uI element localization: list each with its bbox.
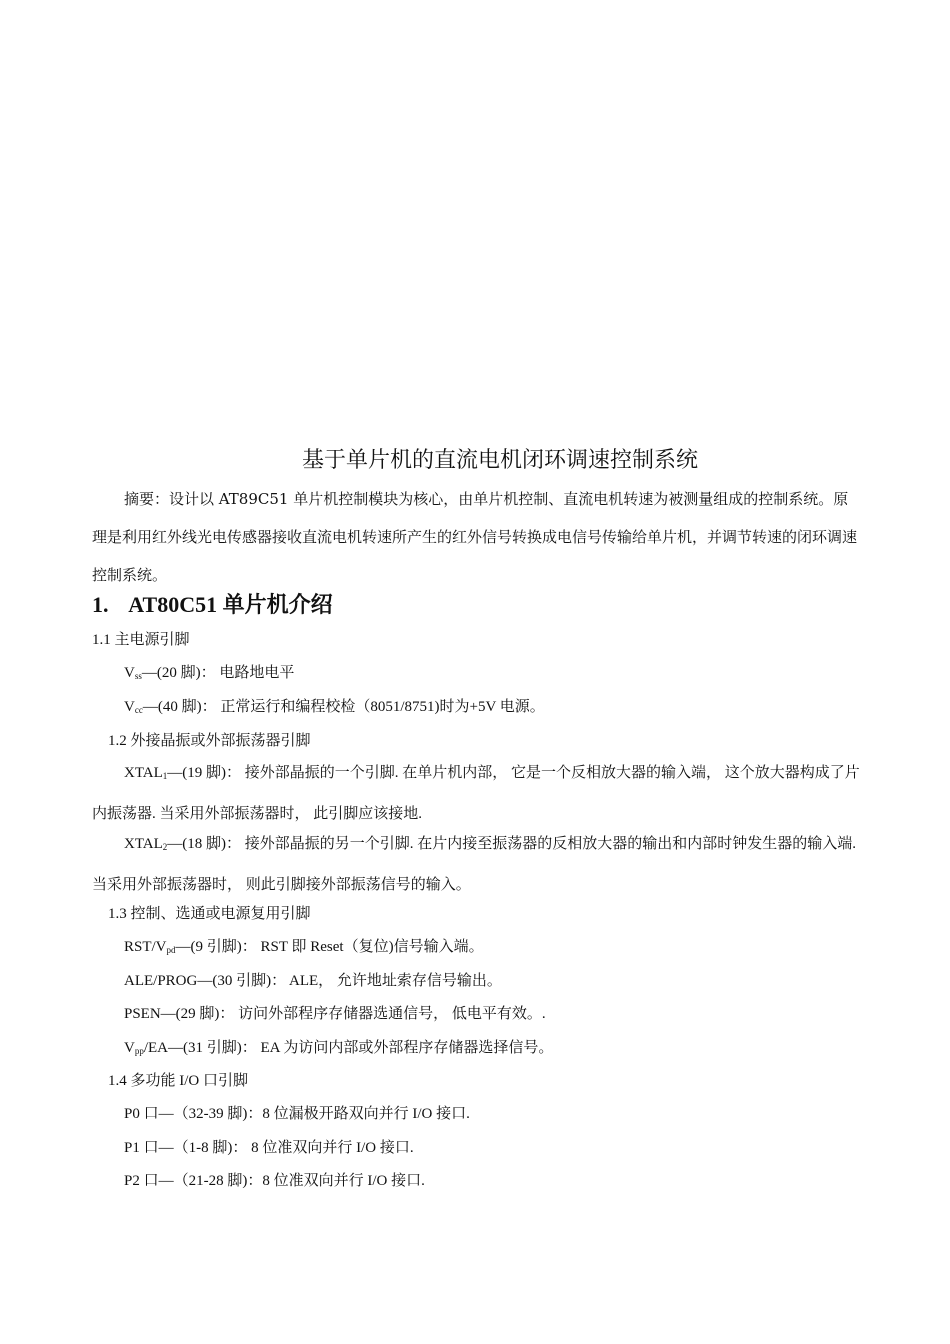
subsection-heading-1-2: 1.2 外接晶振或外部振荡器引脚 <box>108 733 311 749</box>
vpp-subscript: pp <box>134 1046 144 1056</box>
rst-description: —(9 引脚)： RST 即 Reset（复位)信号输入端。 <box>175 939 484 955</box>
vcc-description: —(40 脚)： 正常运行和编程校检（8051/8751)时为+5V 电源。 <box>142 699 545 715</box>
p2-port-line: P2 口—（21-28 脚)：8 位准双向并行 I/O 接口. <box>124 1173 425 1189</box>
vss-description: —(20 脚)： 电路地电平 <box>141 665 295 681</box>
rst-symbol: RST/V <box>124 939 167 955</box>
rst-pin-line <box>124 937 484 960</box>
vss-symbol: V <box>124 665 135 681</box>
xtal2-subscript: 2 <box>162 842 168 852</box>
section-number: 1. <box>92 592 109 617</box>
vpp-symbol: V <box>124 1040 135 1056</box>
vpp-description: /EA—(31 引脚)： EA 为访问内部或外部程序存储器选择信号。 <box>143 1040 554 1056</box>
xtal2-paragraph <box>92 825 862 904</box>
xtal1-description: —(19 脚)： 接外部晶振的一个引脚. 在单片机内部， 它是一个反相放大器的输入端， 这个放大器构成了片内振荡器. 当采用外部振荡器时， 此引脚应该接地. <box>92 765 860 822</box>
vcc-pin-line <box>124 697 545 720</box>
subsection-heading-1-4: 1.4 多功能 I/O 口引脚 <box>108 1073 248 1089</box>
p0-port-line: P0 口—（32-39 脚)：8 位漏极开路双向并行 I/O 接口. <box>124 1106 470 1122</box>
vss-subscript: ss <box>134 671 142 681</box>
section-heading-1 <box>92 588 333 619</box>
document-title: 基于单片机的直流电机闭环调速控制系统 <box>301 448 698 473</box>
xtal1-paragraph <box>92 754 862 833</box>
xtal1-symbol: XTAL <box>124 765 163 781</box>
section-title: AT80C51 单片机介绍 <box>128 592 333 617</box>
vcc-symbol: V <box>124 699 135 715</box>
ale-pin-line: ALE/PROG—(30 引脚)： ALE， 允许地址索存信号输出。 <box>124 973 502 989</box>
p1-port-line: P1 口—（1-8 脚)： 8 位准双向并行 I/O 接口. <box>124 1140 414 1156</box>
rst-subscript: pd <box>166 945 176 955</box>
xtal1-subscript: 1 <box>162 771 168 781</box>
xtal2-description: —(18 脚)： 接外部晶振的另一个引脚. 在片内接至振荡器的反相放大器的输出和内部时钟发生器的输入端. 当采用外部振荡器时， 则此引脚接外部振荡信号的输入。 <box>92 836 857 893</box>
vss-pin-line <box>124 663 294 686</box>
psen-pin-line: PSEN—(29 脚)： 访问外部程序存储器选通信号， 低电平有效。. <box>124 1006 546 1022</box>
vcc-subscript: cc <box>134 705 143 715</box>
abstract-paragraph: 摘要：设计以 AT89C51 单片机控制模块为核心，由单片机控制、直流电机转速为被测量组成的控制系统。原理是利用红外线光电传感器接收直流电机转速所产生的红外信号转换成电信号传输给单片机，并调节转速的闭环调速控制系统。 <box>92 490 858 584</box>
subsection-heading-1-1: 1.1 主电源引脚 <box>92 632 190 648</box>
subsection-heading-1-3: 1.3 控制、选通或电源复用引脚 <box>108 906 311 922</box>
vpp-pin-line <box>124 1038 553 1061</box>
xtal2-symbol: XTAL <box>124 836 163 852</box>
